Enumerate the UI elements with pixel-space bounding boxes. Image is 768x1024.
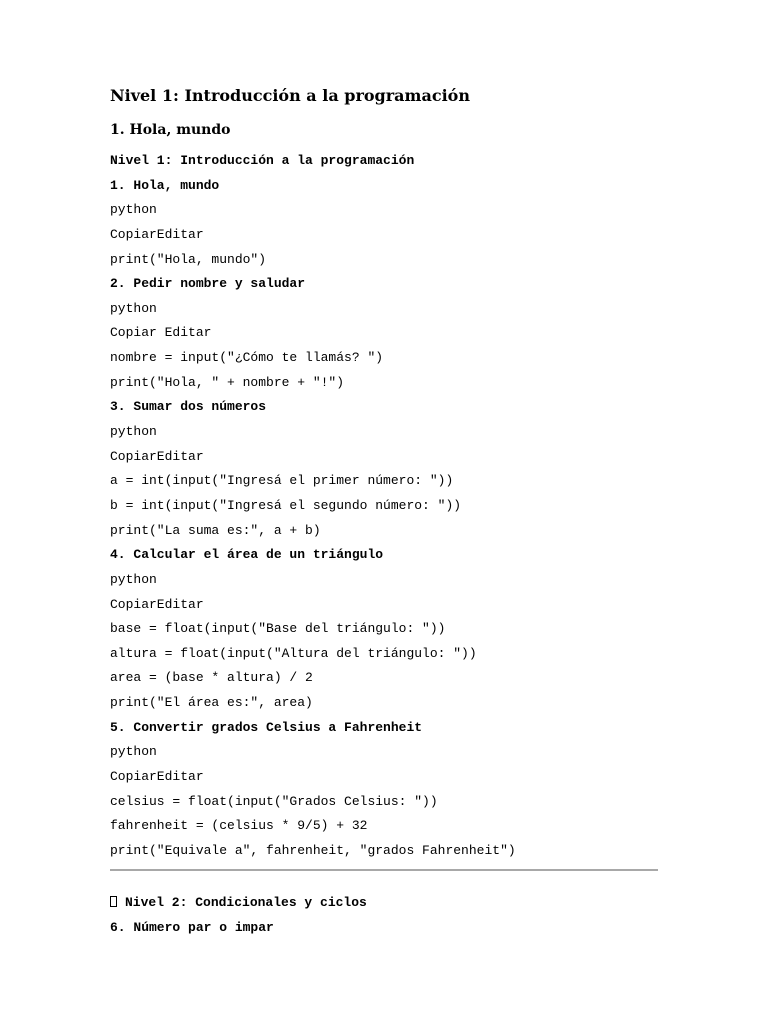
missing-glyph-icon xyxy=(110,896,117,907)
code-line: b = int(input("Ingresá el segundo número: ")) xyxy=(110,497,462,513)
code-lines xyxy=(110,150,516,865)
code-line: python xyxy=(110,202,157,218)
code-line: celsius = float(input("Grados Celsius: ")) xyxy=(110,793,438,809)
code-line: CopiarEditar xyxy=(110,226,204,242)
code-line: print("La suma es:", a + b) xyxy=(110,522,321,538)
document-title: Nivel 1: Introducción a la programación xyxy=(110,86,470,105)
code-line: print("Hola, " + nombre + "!") xyxy=(110,374,345,390)
code-line: python xyxy=(110,744,157,760)
section-heading-line: 2. Pedir nombre y saludar xyxy=(110,276,306,292)
section-2-item: 6. Número par o impar xyxy=(110,919,274,935)
code-line: print("Equivale a", fahrenheit, "grados Fahrenheit") xyxy=(110,842,516,858)
section-heading-line: 1. Hola, mundo xyxy=(110,177,220,193)
code-line: python xyxy=(110,424,157,440)
code-line: area = (base * altura) / 2 xyxy=(110,670,313,686)
code-line: a = int(input("Ingresá el primer número: ")) xyxy=(110,473,454,489)
section-heading-line: 3. Sumar dos números xyxy=(110,399,267,415)
code-line: CopiarEditar xyxy=(110,769,204,785)
code-line: CopiarEditar xyxy=(110,596,204,612)
code-line: nombre = input("¿Cómo te llamás? ") xyxy=(110,350,384,366)
section-2-heading-text: Nivel 2: Condicionales y ciclos xyxy=(125,895,367,910)
code-line: CopiarEditar xyxy=(110,448,204,464)
section-heading-line: 5. Convertir grados Celsius a Fahrenheit xyxy=(110,719,423,735)
section-2 xyxy=(110,892,367,941)
code-line: fahrenheit = (celsius * 9/5) + 32 xyxy=(110,818,368,834)
code-line: print("Hola, mundo") xyxy=(110,251,267,267)
code-line: base = float(input("Base del triángulo: ")) xyxy=(110,621,446,637)
section-divider xyxy=(110,869,658,871)
section-heading-line: 4. Calcular el área de un triángulo xyxy=(110,547,384,563)
code-line: Copiar Editar xyxy=(110,325,212,341)
code-line: python xyxy=(110,571,157,587)
section-heading-line: Nivel 1: Introducción a la programación xyxy=(110,153,415,168)
code-line: python xyxy=(110,300,157,316)
document-subtitle: 1. Hola, mundo xyxy=(110,122,231,138)
section-2-heading xyxy=(110,892,367,917)
code-line: print("El área es:", area) xyxy=(110,695,313,711)
code-line: altura = float(input("Altura del triángulo: ")) xyxy=(110,645,477,661)
